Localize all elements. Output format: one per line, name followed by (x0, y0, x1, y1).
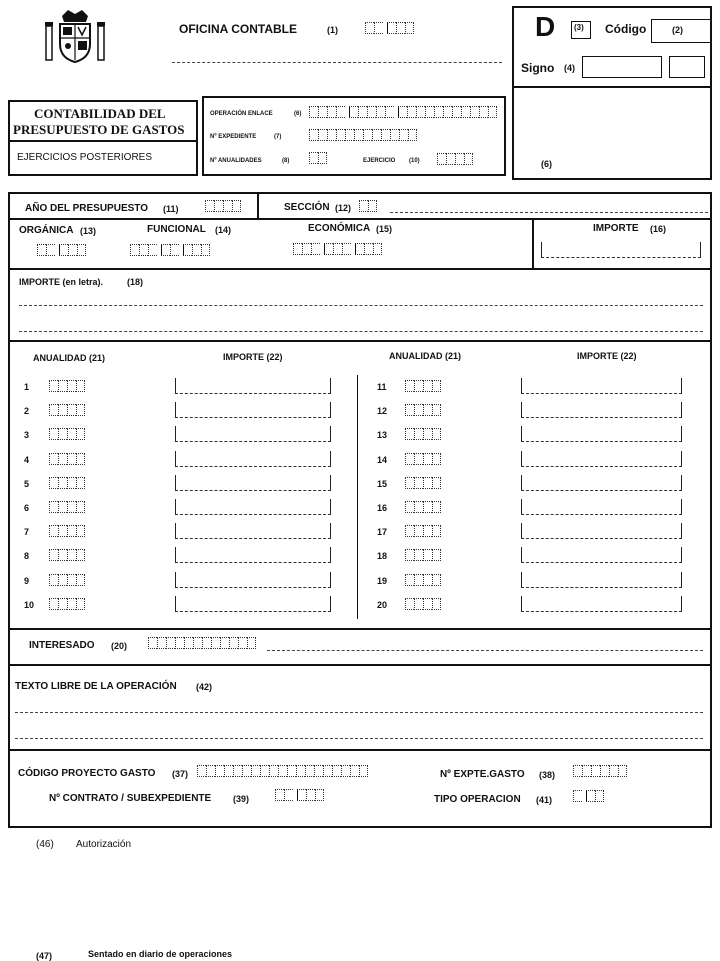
left-anualidad-header: ANUALIDAD (21) (33, 353, 105, 363)
contrato-ref: (39) (233, 794, 250, 804)
texto-libre-label: TEXTO LIBRE DE LA OPERACIÓN (15, 681, 177, 692)
coat-of-arms-emblem (44, 8, 106, 66)
importe-letra-label: IMPORTE (en letra). (19, 277, 104, 287)
right-row-number: 18 (377, 551, 388, 562)
left-row-number: 7 (24, 527, 30, 538)
anio-label: AÑO DEL PRESUPUESTO (25, 203, 148, 214)
sentado-ref: (47) (36, 951, 53, 961)
left-row-number: 1 (24, 382, 30, 392)
right-row-importe-field[interactable] (521, 547, 682, 563)
left-row-importe-field[interactable] (175, 426, 331, 442)
right-anualidad-header: ANUALIDAD (21) (389, 351, 461, 361)
oficina-contable-ref: (1) (327, 25, 338, 35)
doc-letter: D (535, 11, 556, 42)
interesado-divider (8, 664, 712, 666)
tipo-operacion-cells[interactable] (573, 790, 604, 802)
right-row-importe-field[interactable] (521, 475, 682, 491)
texto-libre-line-1[interactable] (15, 712, 703, 713)
expte-gasto-ref: (38) (539, 770, 556, 780)
signo-ref: (4) (564, 63, 575, 73)
left-row-importe-field[interactable] (175, 523, 331, 539)
organica-label: ORGÁNICA (19, 225, 74, 236)
expte-gasto-label: Nº EXPTE.GASTO (440, 769, 525, 780)
right-row-importe-field[interactable] (521, 596, 682, 612)
right-row-anualidad-cells[interactable] (405, 501, 441, 513)
codigo-field[interactable] (651, 19, 711, 43)
tipo-operacion-label: TIPO OPERACION (434, 794, 521, 805)
left-row-anualidad-cells[interactable] (49, 598, 85, 610)
left-row-anualidad-cells[interactable] (49, 574, 85, 586)
right-row-importe-field[interactable] (521, 499, 682, 515)
left-row-anualidad-cells[interactable] (49, 453, 85, 465)
importe-vsep (532, 218, 534, 268)
right-row-number: 16 (377, 503, 388, 513)
importe-label: IMPORTE (593, 223, 639, 234)
interesado-label: INTERESADO (29, 640, 95, 651)
right-row-anualidad-cells[interactable] (405, 404, 441, 416)
anio-cells[interactable] (205, 200, 241, 212)
left-row-number: 10 (24, 599, 35, 610)
seccion-cells[interactable] (359, 200, 377, 212)
right-row-anualidad-cells[interactable] (405, 549, 441, 561)
oficina-contable-cells[interactable] (365, 22, 414, 34)
enlace-ref: (6) (294, 111, 302, 117)
enlace-cells[interactable] (309, 106, 497, 118)
tipo-operacion-ref: (41) (536, 795, 553, 805)
seccion-ref: (12) (335, 203, 352, 213)
importe-letra-ref: (18) (127, 277, 144, 287)
economica-ref: (15) (376, 224, 393, 234)
right-row-anualidad-cells[interactable] (405, 428, 441, 440)
signo-field-1[interactable] (582, 56, 662, 78)
left-importe-header: IMPORTE (22) (223, 352, 283, 362)
right-row-importe-field[interactable] (521, 378, 682, 394)
left-row-importe-field[interactable] (175, 475, 331, 491)
codigo-proyecto-label: CÓDIGO PROYECTO GASTO (18, 768, 156, 779)
left-row-number: 3 (24, 430, 30, 441)
left-row-anualidad-cells[interactable] (49, 380, 85, 392)
importe-field[interactable] (541, 242, 701, 258)
right-row-number: 11 (377, 382, 387, 392)
texto-libre-line-2[interactable] (15, 738, 703, 739)
left-row-anualidad-cells[interactable] (49, 404, 85, 416)
left-row-importe-field[interactable] (175, 596, 331, 612)
left-row-number: 4 (24, 454, 30, 465)
codigo-ref: (2) (672, 25, 683, 35)
budget-divider (8, 218, 712, 220)
annuities-divider (8, 628, 712, 630)
expediente-cells[interactable] (309, 129, 417, 141)
interesado-ref: (20) (111, 641, 128, 651)
signo-label: Signo (521, 61, 555, 75)
right-row-anualidad-cells[interactable] (405, 598, 441, 610)
importe-ref: (16) (650, 224, 667, 234)
right-row-number: 14 (377, 454, 388, 465)
funcional-ref: (14) (215, 225, 232, 235)
right-row-importe-field[interactable] (521, 402, 682, 418)
texto-libre-ref: (42) (196, 682, 213, 692)
left-row-number: 2 (24, 406, 30, 417)
left-row-number: 5 (24, 478, 30, 489)
right-row-number: 13 (377, 430, 388, 441)
right-row-anualidad-cells[interactable] (405, 525, 441, 537)
seccion-line (390, 212, 708, 213)
expte-gasto-cells[interactable] (573, 765, 627, 777)
left-row-number: 6 (24, 503, 30, 513)
enlace-label: OPERACIÓN ENLACE (210, 111, 273, 117)
seccion-label: SECCIÓN (284, 202, 330, 213)
oficina-contable-label: OFICINA CONTABLE (179, 22, 297, 36)
right-row-number: 20 (377, 599, 388, 610)
interesado-line[interactable] (267, 650, 703, 651)
importe-letra-line-2[interactable] (19, 331, 703, 332)
top-right-divider (512, 86, 712, 88)
economica-cells[interactable] (293, 243, 382, 255)
left-row-importe-field[interactable] (175, 378, 331, 394)
left-row-anualidad-cells[interactable] (49, 501, 85, 513)
anualidades-label: Nº ANUALIDADES (210, 158, 262, 164)
right-row-anualidad-cells[interactable] (405, 453, 441, 465)
anio-ref: (11) (163, 204, 179, 214)
right-row-number: 17 (377, 527, 388, 538)
anualidades-ref: (8) (282, 158, 290, 164)
right-row-number: 19 (377, 575, 388, 586)
autorizacion-ref: (46) (36, 839, 54, 850)
ejercicio-ref: (10) (409, 158, 420, 164)
importe-letra-line-1[interactable] (19, 305, 703, 306)
left-row-number: 8 (24, 551, 30, 562)
right-row-importe-field[interactable] (521, 451, 682, 467)
right-row-number: 12 (377, 406, 388, 417)
right-row-anualidad-cells[interactable] (405, 574, 441, 586)
left-row-importe-field[interactable] (175, 451, 331, 467)
economica-label: ECONÓMICA (308, 223, 371, 234)
signo-field-2[interactable] (669, 56, 705, 78)
sentado-label: Sentado en diario de operaciones (88, 949, 233, 959)
left-row-number: 9 (24, 575, 30, 586)
funcional-label: FUNCIONAL (147, 224, 206, 235)
codigo-proyecto-ref: (37) (172, 769, 189, 779)
annuities-vsep (357, 375, 358, 619)
organica-ref: (13) (80, 226, 97, 236)
expediente-label: Nº EXPEDIENTE (210, 134, 257, 140)
contrato-label: Nº CONTRATO / SUBEXPEDIENTE (49, 793, 212, 804)
left-row-anualidad-cells[interactable] (49, 549, 85, 561)
right-row-importe-field[interactable] (521, 426, 682, 442)
right-row-number: 15 (377, 478, 388, 489)
expediente-ref: (7) (274, 134, 282, 140)
doc-ref: (3) (574, 23, 584, 32)
title-line1: CONTABILIDAD DEL (34, 106, 166, 121)
left-row-importe-field[interactable] (175, 499, 331, 515)
letra-divider (8, 340, 712, 342)
right-row-importe-field[interactable] (521, 523, 682, 539)
oficina-contable-line (172, 62, 502, 63)
ejercicio-cells[interactable] (437, 153, 473, 165)
title-line2: PRESUPUESTO DE GASTOS (13, 122, 185, 137)
title-line3: EJERCICIOS POSTERIORES (17, 152, 153, 163)
right-importe-header: IMPORTE (22) (577, 351, 637, 361)
left-row-anualidad-cells[interactable] (49, 525, 85, 537)
left-row-importe-field[interactable] (175, 402, 331, 418)
codigo-proyecto-cells[interactable] (197, 765, 368, 777)
interesado-cells[interactable] (148, 637, 256, 649)
importe-divider (8, 268, 712, 270)
codigo-label: Código (605, 22, 647, 36)
texto-libre-divider (8, 749, 712, 751)
funcional-cells[interactable] (130, 244, 210, 256)
right-row-importe-field[interactable] (521, 572, 682, 588)
left-row-importe-field[interactable] (175, 572, 331, 588)
right-ref: (6) (541, 159, 552, 169)
title-divider (8, 140, 198, 142)
contrato-cells[interactable] (275, 789, 324, 801)
autorizacion-label: Autorización (76, 839, 132, 850)
left-row-anualidad-cells[interactable] (49, 428, 85, 440)
left-row-anualidad-cells[interactable] (49, 477, 85, 489)
organica-cells[interactable] (37, 244, 86, 256)
right-row-anualidad-cells[interactable] (405, 477, 441, 489)
ejercicio-label: EJERCICIO (363, 158, 396, 164)
budget-vsep (257, 192, 259, 218)
right-row-anualidad-cells[interactable] (405, 380, 441, 392)
doc-ref-box[interactable] (571, 21, 591, 39)
anualidades-cells[interactable] (309, 152, 327, 164)
left-row-importe-field[interactable] (175, 547, 331, 563)
